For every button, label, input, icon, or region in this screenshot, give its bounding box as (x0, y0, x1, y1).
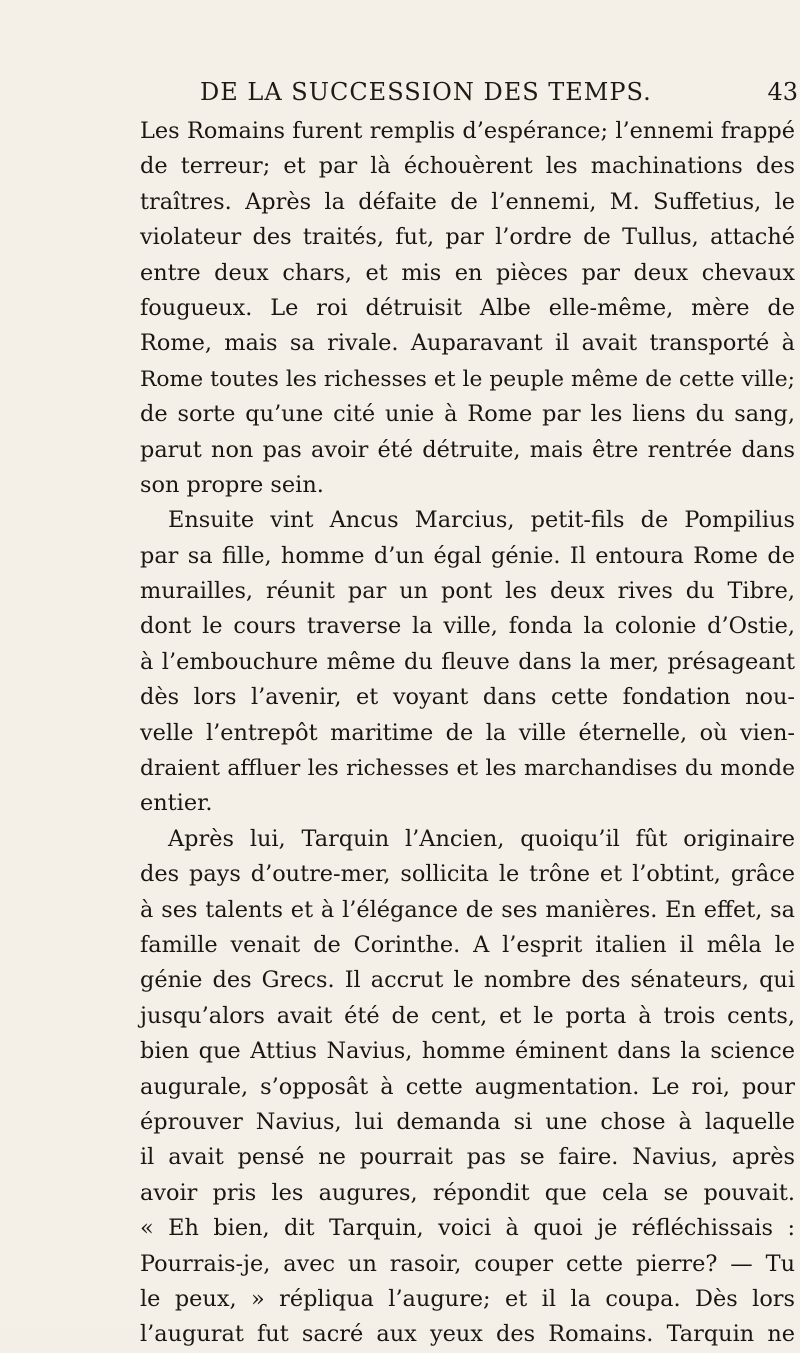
text-line: Les Romains furent remplis d’espérance; l’ennemi frappé (140, 118, 795, 144)
text-line: Pourrais-je, avec un rasoir, couper cette pierre? — Tu (140, 1250, 795, 1277)
text-line: son propre sein. (140, 471, 324, 498)
text-line: « Eh bien, dit Tarquin, voici à quoi je réfléchissais : (140, 1215, 795, 1242)
text-line: Rome toutes les richesses et le peuple même de cette ville; (140, 366, 795, 392)
text-line: des pays d’outre-mer, sollicita le trône et l’obtint, grâce (140, 861, 795, 888)
text-line: jusqu’alors avait été de cent, et le porta à trois cents, (140, 1002, 795, 1029)
paragraph-start-line: Ensuite vint Ancus Marcius, petit-fils de Pompilius (168, 507, 795, 534)
text-line: de sorte qu’une cité unie à Rome par les liens du sang, (140, 401, 795, 428)
text-line: entre deux chars, et mis en pièces par deux chevaux (140, 259, 795, 286)
text-line: draient affluer les richesses et les marchandises du monde (140, 756, 795, 782)
text-line: Rome, mais sa rivale. Auparavant il avait transporté à (140, 330, 795, 357)
text-line: à l’embouchure même du fleuve dans la mer, présageant (140, 648, 795, 675)
text-line: parut non pas avoir été détruite, mais être rentrée dans (140, 436, 795, 463)
text-line: dont le cours traverse la ville, fonda la colonie d’Ostie, (140, 613, 795, 640)
text-line: par sa fille, homme d’un égal génie. Il entoura Rome de (140, 542, 795, 569)
text-line: bien que Attius Navius, homme éminent dans la science (140, 1038, 795, 1065)
text-line: il avait pensé ne pourrait pas se faire. Navius, après (140, 1144, 795, 1171)
text-line: velle l’entrepôt maritime de la ville éternelle, où vien- (140, 719, 795, 746)
text-line: le peux, » répliqua l’augure; et il la coupa. Dès lors (140, 1285, 795, 1312)
text-line: murailles, réunit par un pont les deux rives du Tibre, (140, 578, 795, 605)
text-line: avoir pris les augures, répondit que cela se pouvait. (140, 1179, 795, 1206)
text-line: génie des Grecs. Il accrut le nombre des sénateurs, qui (140, 967, 795, 994)
text-line: de terreur; et par là échouèrent les machinations des (140, 153, 795, 180)
paragraph-start-line: Après lui, Tarquin l’Ancien, quoiqu’il fût originaire (168, 825, 795, 852)
text-line: augurale, s’opposât à cette augmentation. Le roi, pour (140, 1073, 795, 1100)
text-line: traîtres. Après la défaite de l’ennemi, M. Suffetius, le (140, 188, 795, 215)
text-line: dès lors l’avenir, et voyant dans cette fondation nou- (140, 684, 795, 711)
text-line: famille venait de Corinthe. A l’esprit italien il mêla le (140, 931, 795, 958)
running-head (120, 78, 798, 118)
text-line: entier. (140, 790, 213, 817)
body-text (140, 114, 795, 1353)
text-line: à ses talents et à l’élégance de ses manières. En effet, sa (140, 896, 795, 923)
running-title: DE LA SUCCESSION DES TEMPS. (200, 78, 652, 106)
text-line: fougueux. Le roi détruisit Albe elle-même, mère de (140, 294, 795, 321)
text-line: l’augurat fut sacré aux yeux des Romains. Tarquin ne (140, 1321, 795, 1348)
text-line: violateur des traités, fut, par l’ordre de Tullus, attaché (140, 224, 795, 251)
page-number: 43 (767, 78, 798, 106)
text-line: éprouver Navius, lui demanda si une chose à laquelle (140, 1108, 795, 1135)
